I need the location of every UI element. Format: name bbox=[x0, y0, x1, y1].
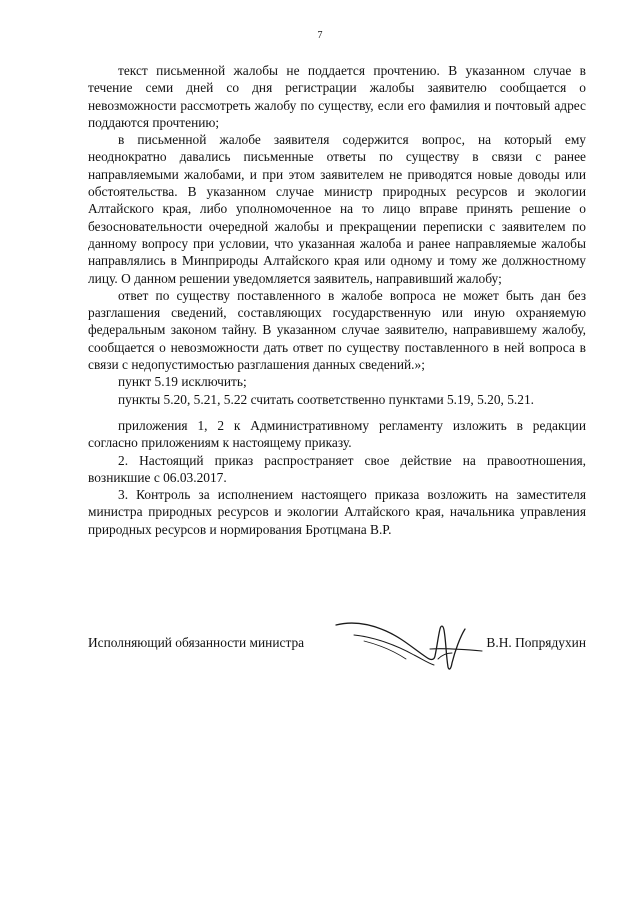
paragraph-renumber-items: пункты 5.20, 5.21, 5.22 считать соответственно пунктами 5.19, 5.20, 5.21. bbox=[118, 391, 534, 407]
paragraph-state-secret: ответ по существу поставленного в жалобе вопроса не может быть дан без разглашения сведений, составляющих государственную или иную охраняемую федеральным законом тайну. В указанном случае заявителю, направившему жалобу, сообщается о невозможности дать ответ по существу поставленного в ней вопроса в связи с недопустимостью разглашения данных сведений.»; bbox=[88, 287, 586, 373]
signatory-name: В.Н. Попрядухин bbox=[486, 635, 586, 650]
paragraph-unreadable-complaint: текст письменной жалобы не поддается прочтению. В указанном случае в течение семи дней со дня регистрации жалобы заявителю сообщается о невозможности рассмотреть жалобу по существу, если его фамилия и почтовый адрес поддаются прочтению; bbox=[88, 63, 586, 130]
page-number: 7 bbox=[317, 30, 323, 41]
paragraph-appendices: приложения 1, 2 к Административному регламенту изложить в редакции согласно приложениям к настоящему приказу. bbox=[88, 417, 586, 451]
signature-block bbox=[88, 633, 586, 663]
paragraph-effective-date: 2. Настоящий приказ распространяет свое действие на правоотношения, возникшие с 06.03.2017. bbox=[88, 452, 586, 485]
paragraph-exclude-5-19: пункт 5.19 исключить; bbox=[118, 374, 247, 390]
handwritten-signature bbox=[334, 611, 484, 681]
document-body bbox=[88, 62, 586, 538]
paragraph-repeated-question: в письменной жалобе заявителя содержится вопрос, на который ему неоднократно давались письменные ответы по существу в связи с ранее направляемыми жалобами, и при этом заявителем не приводятся новые доводы или обстоятельства. В указанном случае министр природных ресурсов и экологии Алтайского края, либо уполномоченное на то лицо вправе принять решение о безосновательности очередной жалобы и прекращении переписки с заявителем по данному вопросу при условии, что указанная жалоба и ранее направляемые жалобы направлялись в Минприроды Алтайского края или одному и тому же должностному лицу. О данном решении уведомляется заявитель, направивший жалобу; bbox=[88, 132, 586, 286]
paragraph-control: 3. Контроль за исполнением настоящего приказа возложить на заместителя министра природных ресурсов и экологии Алтайского края, начальника управления природных ресурсов и нормирования Бротцмана В.Р. bbox=[88, 487, 586, 537]
signatory-position: Исполняющий обязанности министра bbox=[88, 635, 305, 650]
